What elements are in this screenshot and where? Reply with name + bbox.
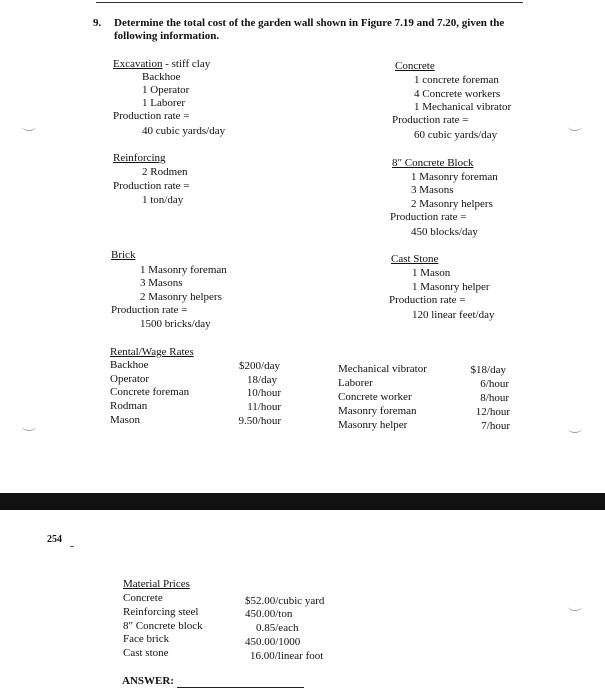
- page-break-band: [0, 493, 605, 510]
- page-number-mark: [70, 546, 74, 547]
- reinforcing-rate-label: Production rate =: [113, 180, 190, 192]
- excavation-line: Backhoe: [142, 71, 181, 83]
- rental-rate: 12/hour: [475, 406, 510, 418]
- block-title: 8" Concrete Block: [392, 157, 474, 169]
- question-number: 9.: [93, 17, 102, 29]
- excavation-rate-value: 40 cubic yards/day: [142, 125, 226, 137]
- rental-item: Laborer: [338, 377, 373, 389]
- block-line: 3 Masons: [411, 184, 454, 196]
- excavation-title-suffix: - stiff clay: [162, 58, 211, 70]
- brick-line: 3 Masons: [140, 277, 183, 289]
- rental-rate: $200/day: [239, 360, 280, 372]
- rental-rate: 18/day: [247, 374, 277, 386]
- rental-title: Rental/Wage Rates: [110, 346, 194, 358]
- rental-item: Rodman: [110, 400, 148, 412]
- rental-rate: 8/hour: [480, 392, 509, 404]
- material-price: 16.00/linear foot: [250, 650, 324, 662]
- brick-line: 1 Masonry foreman: [140, 264, 227, 276]
- reinforcing-rate-value: 1 ton/day: [142, 194, 184, 206]
- excavation-rate-label: Production rate =: [113, 110, 190, 122]
- excavation-line: 1 Operator: [142, 84, 190, 96]
- concrete-line: 1 Mechanical vibrator: [414, 101, 512, 113]
- caststone-rate-label: Production rate =: [389, 294, 466, 306]
- concrete-line: 1 concrete foreman: [414, 74, 499, 86]
- rental-item: Mason: [110, 414, 140, 426]
- page-number: 254: [47, 534, 62, 545]
- rental-rate: 11/hour: [247, 401, 281, 413]
- concrete-rate-label: Production rate =: [392, 114, 469, 126]
- margin-mark: [568, 602, 582, 611]
- material-title: Material Prices: [123, 578, 190, 590]
- material-price: $52.00/cubic yard: [245, 595, 325, 607]
- rental-rate: 6/hour: [480, 378, 509, 390]
- caststone-title: Cast Stone: [391, 253, 439, 265]
- answer-blank[interactable]: [177, 687, 304, 688]
- material-price: 0.85/each: [256, 622, 299, 634]
- excavation-title: Excavation: [113, 58, 163, 70]
- material-item: Reinforcing steel: [123, 606, 199, 618]
- question-line-1: Determine the total cost of the garden wall shown in Figure 7.19 and 7.20, given the: [114, 17, 505, 29]
- material-price: 450.00/ton: [245, 608, 293, 620]
- brick-line: 2 Masonry helpers: [140, 291, 222, 303]
- caststone-line: 1 Mason: [412, 267, 451, 279]
- block-rate-value: 450 blocks/day: [411, 226, 478, 238]
- brick-rate-value: 1500 bricks/day: [140, 318, 211, 330]
- rental-item: Masonry helper: [338, 419, 408, 431]
- excavation-heading: [113, 58, 210, 71]
- block-rate-label: Production rate =: [390, 211, 467, 223]
- rental-item: Masonry foreman: [338, 405, 417, 417]
- margin-mark: [22, 122, 36, 131]
- rental-item: Backhoe: [110, 359, 149, 371]
- margin-mark: [568, 122, 582, 131]
- rental-rate: $18/day: [470, 364, 506, 376]
- concrete-title: Concrete: [395, 60, 435, 72]
- material-item: 8" Concrete block: [123, 620, 203, 632]
- block-line: 2 Masonry helpers: [411, 198, 493, 210]
- rental-item: Concrete worker: [338, 391, 412, 403]
- brick-rate-label: Production rate =: [111, 304, 188, 316]
- top-rule: [96, 2, 523, 3]
- block-line: 1 Masonry foreman: [411, 171, 498, 183]
- question-line-2: following information.: [114, 30, 220, 42]
- rental-item: Mechanical vibrator: [338, 363, 427, 375]
- reinforcing-line: 2 Rodmen: [142, 166, 188, 178]
- answer-label: ANSWER:: [122, 675, 174, 687]
- margin-mark: [568, 424, 582, 433]
- reinforcing-title: Reinforcing: [113, 152, 166, 164]
- rental-rate: 10/hour: [246, 387, 281, 399]
- rental-item: Concrete foreman: [110, 386, 190, 398]
- brick-title: Brick: [111, 249, 136, 261]
- concrete-line: 4 Concrete workers: [414, 88, 501, 100]
- rental-rate: 9.50/hour: [238, 415, 281, 427]
- caststone-rate-value: 120 linear feet/day: [412, 309, 495, 321]
- material-item: Face brick: [123, 633, 170, 645]
- caststone-line: 1 Masonry helper: [412, 281, 490, 293]
- material-item: Concrete: [123, 592, 163, 604]
- material-price: 450.00/1000: [245, 636, 301, 648]
- material-item: Cast stone: [123, 647, 169, 659]
- excavation-line: 1 Laborer: [142, 97, 186, 109]
- rental-item: Operator: [110, 373, 150, 385]
- rental-rate: 7/hour: [481, 420, 510, 432]
- concrete-rate-value: 60 cubic yards/day: [414, 129, 498, 141]
- margin-mark: [22, 422, 36, 431]
